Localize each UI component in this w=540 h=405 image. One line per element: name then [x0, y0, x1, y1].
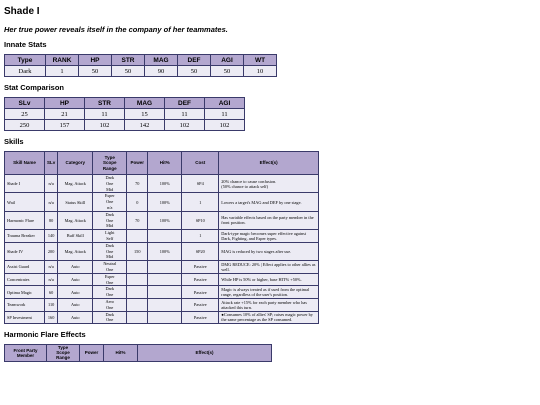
skills-cell: Concentrates — [5, 273, 45, 286]
skills-cell: n/a — [45, 193, 58, 211]
table-row — [5, 286, 319, 299]
skills-cell: 100% — [148, 175, 182, 193]
stat-comparison-cell: 102 — [85, 120, 125, 131]
skills-cell: 1 — [182, 193, 219, 211]
skills-cell: 100% — [148, 193, 182, 211]
table-row — [5, 298, 319, 311]
stat-comparison-header: MAG — [125, 98, 165, 109]
table-row — [5, 242, 319, 260]
skills-cell: Auto — [58, 286, 93, 299]
innate-stats-cell: 1 — [46, 66, 79, 77]
skills-cell: 150 — [127, 242, 148, 260]
harmonic-flare-heading: Harmonic Flare Effects — [4, 330, 86, 340]
skills-cell: Mag. Attack — [58, 211, 93, 229]
table-row — [5, 120, 245, 131]
innate-stats-header: MAG — [145, 55, 178, 66]
innate-stats-header: RANK — [46, 55, 79, 66]
skills-cell: Has variable effects based on the party member in the front position. — [219, 211, 319, 229]
skills-header: Skill Name — [5, 152, 45, 175]
skills-cell: Attack rate +15% for each party member who has attacked this turn. — [219, 298, 319, 311]
skills-cell: Lowers a target's MAG and DEF by one stage. — [219, 193, 319, 211]
skills-cell: Passive — [182, 273, 219, 286]
skills-cell — [148, 230, 182, 243]
innate-stats-header: AGI — [211, 55, 244, 66]
skills-cell: DMG REDUCE: 20% | Effect applies to other allies as well. — [219, 261, 319, 274]
skills-header: Effect(s) — [219, 152, 319, 175]
skills-cell: Buff Skill — [58, 230, 93, 243]
table-row — [5, 193, 319, 211]
skills-cell: n/a — [45, 175, 58, 193]
table-row — [5, 175, 319, 193]
skills-cell: 140 — [45, 230, 58, 243]
stat-comparison-header: HP — [45, 98, 85, 109]
skills-cell: Optima Magic — [5, 286, 45, 299]
skills-cell: 0 — [127, 193, 148, 211]
innate-stats-cell: 50 — [79, 66, 112, 77]
stat-comparison-cell: 157 — [45, 120, 85, 131]
skills-header: SLv — [45, 152, 58, 175]
skills-cell: Trauma Breaker — [5, 230, 45, 243]
skills-header: Power — [127, 152, 148, 175]
skills-cell: SP Investment — [5, 311, 45, 324]
stat-comparison-cell: 15 — [125, 109, 165, 120]
innate-stats-header: HP — [79, 55, 112, 66]
skills-cell — [148, 261, 182, 274]
skills-cell — [127, 311, 148, 324]
skills-cell: Shade I — [5, 175, 45, 193]
skills-cell: 80 — [45, 211, 58, 229]
skills-cell: 100% — [148, 242, 182, 260]
skills-cell: Passive — [182, 311, 219, 324]
skills-header: Cost — [182, 152, 219, 175]
skills-cell — [127, 286, 148, 299]
skills-cell — [148, 286, 182, 299]
innate-stats-cell: 50 — [211, 66, 244, 77]
skills-cell: Assist Guard — [5, 261, 45, 274]
skills-cell — [148, 273, 182, 286]
skills-cell: 100% — [148, 211, 182, 229]
skills-header: Hit% — [148, 152, 182, 175]
skills-cell: n/a — [45, 261, 58, 274]
skills-cell — [127, 298, 148, 311]
innate-stats-header: Type — [5, 55, 46, 66]
skills-cell: Harmonic Flare — [5, 211, 45, 229]
skills-cell: Passive — [182, 261, 219, 274]
skills-cell: Neutral One — [93, 261, 127, 274]
skills-header: Type Scope Range — [93, 152, 127, 175]
skills-cell: Auto — [58, 298, 93, 311]
skills-cell: SP20 — [182, 242, 219, 260]
harmonic-flare-header: Hit% — [104, 345, 138, 362]
skills-cell: Esper One — [93, 273, 127, 286]
stat-comparison-header: AGI — [205, 98, 245, 109]
skills-table — [4, 151, 319, 324]
innate-stats-heading: Innate Stats — [4, 40, 47, 49]
innate-stats-cell: 10 — [244, 66, 277, 77]
skills-cell — [127, 273, 148, 286]
skills-cell: Aero One — [93, 298, 127, 311]
skills-cell: 200 — [45, 242, 58, 260]
skills-cell: SP4 — [182, 175, 219, 193]
skills-cell: Passive — [182, 286, 219, 299]
table-row — [5, 261, 319, 274]
stat-comparison-cell: 142 — [125, 120, 165, 131]
harmonic-flare-table — [4, 344, 272, 362]
innate-stats-table — [4, 54, 277, 77]
skills-cell: Esper One n/a — [93, 193, 127, 211]
skills-cell: MAG is reduced by two stages after use. — [219, 242, 319, 260]
skills-cell — [148, 311, 182, 324]
skills-cell: Auto — [58, 273, 93, 286]
skills-cell — [148, 298, 182, 311]
innate-stats-cell: Dark — [5, 66, 46, 77]
table-row — [5, 311, 319, 324]
skills-cell: 160 — [45, 311, 58, 324]
skills-cell: Mag. Attack — [58, 175, 93, 193]
skills-cell: Shade IV — [5, 242, 45, 260]
stat-comparison-cell: 102 — [165, 120, 205, 131]
page-title: Shade I — [4, 6, 40, 17]
innate-stats-cell: 50 — [112, 66, 145, 77]
stat-comparison-cell: 11 — [85, 109, 125, 120]
innate-stats-header: WT — [244, 55, 277, 66]
skills-cell: Dark One Mid — [93, 211, 127, 229]
innate-stats-header: DEF — [178, 55, 211, 66]
skills-cell: Dark One — [93, 311, 127, 324]
stat-comparison-header: DEF — [165, 98, 205, 109]
skills-cell: 20% chance to cause confusion. (50% chance to attack self) — [219, 175, 319, 193]
stat-comparison-cell: 11 — [205, 109, 245, 120]
stat-comparison-cell: 102 — [205, 120, 245, 131]
skills-header: Category — [58, 152, 93, 175]
table-row — [5, 109, 245, 120]
skills-cell: SP10 — [182, 211, 219, 229]
innate-stats-cell: 90 — [145, 66, 178, 77]
harmonic-flare-header: Power — [80, 345, 104, 362]
skills-cell: 70 — [127, 175, 148, 193]
stat-comparison-cell: 25 — [5, 109, 45, 120]
skills-cell: Status Skill — [58, 193, 93, 211]
stat-comparison-cell: 250 — [5, 120, 45, 131]
stat-comparison-header: SLv — [5, 98, 45, 109]
skills-cell: While HP is 50% or higher, base HIT% +50%. — [219, 273, 319, 286]
skills-cell: 70 — [127, 211, 148, 229]
stat-comparison-table — [4, 97, 245, 131]
skills-cell: ●Consumes 10% of allies' SP; raises magic power by the same percentage as the SP consumed. — [219, 311, 319, 324]
skills-cell — [127, 230, 148, 243]
stat-comparison-heading: Stat Comparison — [4, 83, 65, 92]
innate-stats-cell: 50 — [178, 66, 211, 77]
table-row — [5, 273, 319, 286]
harmonic-flare-header: Effect(s) — [138, 345, 272, 362]
skills-cell: Dark One Mid — [93, 175, 127, 193]
skills-cell: Auto — [58, 261, 93, 274]
skills-cell: Dark-type magic becomes super effective against Dark, Fighting, and Esper types. — [219, 230, 319, 243]
innate-stats-header: STR — [112, 55, 145, 66]
skills-cell: n/a — [45, 273, 58, 286]
skills-cell: Passive — [182, 298, 219, 311]
skills-cell: Teamwork — [5, 298, 45, 311]
skills-cell: 60 — [45, 286, 58, 299]
skills-cell: 110 — [45, 298, 58, 311]
skills-cell: Magic is always treated as if used from the optimal range, regardless of the user's position. — [219, 286, 319, 299]
table-row — [5, 211, 319, 229]
table-row — [5, 230, 319, 243]
skills-cell: Light Self — [93, 230, 127, 243]
skills-cell: Dark One Mid — [93, 242, 127, 260]
stat-comparison-header: STR — [85, 98, 125, 109]
harmonic-flare-header: Front Party Member — [5, 345, 47, 362]
skills-cell: Auto — [58, 311, 93, 324]
stat-comparison-cell: 21 — [45, 109, 85, 120]
tagline: Her true power reveals itself in the company of her teammates. — [4, 25, 228, 34]
harmonic-flare-header: Type Scope Range — [47, 345, 80, 362]
skills-cell: Dark One — [93, 286, 127, 299]
stat-comparison-cell: 11 — [165, 109, 205, 120]
skills-heading: Skills — [4, 137, 24, 146]
skills-cell: 1 — [182, 230, 219, 243]
skills-cell: Mag. Attack — [58, 242, 93, 260]
skills-cell: Wail — [5, 193, 45, 211]
skills-cell — [127, 261, 148, 274]
